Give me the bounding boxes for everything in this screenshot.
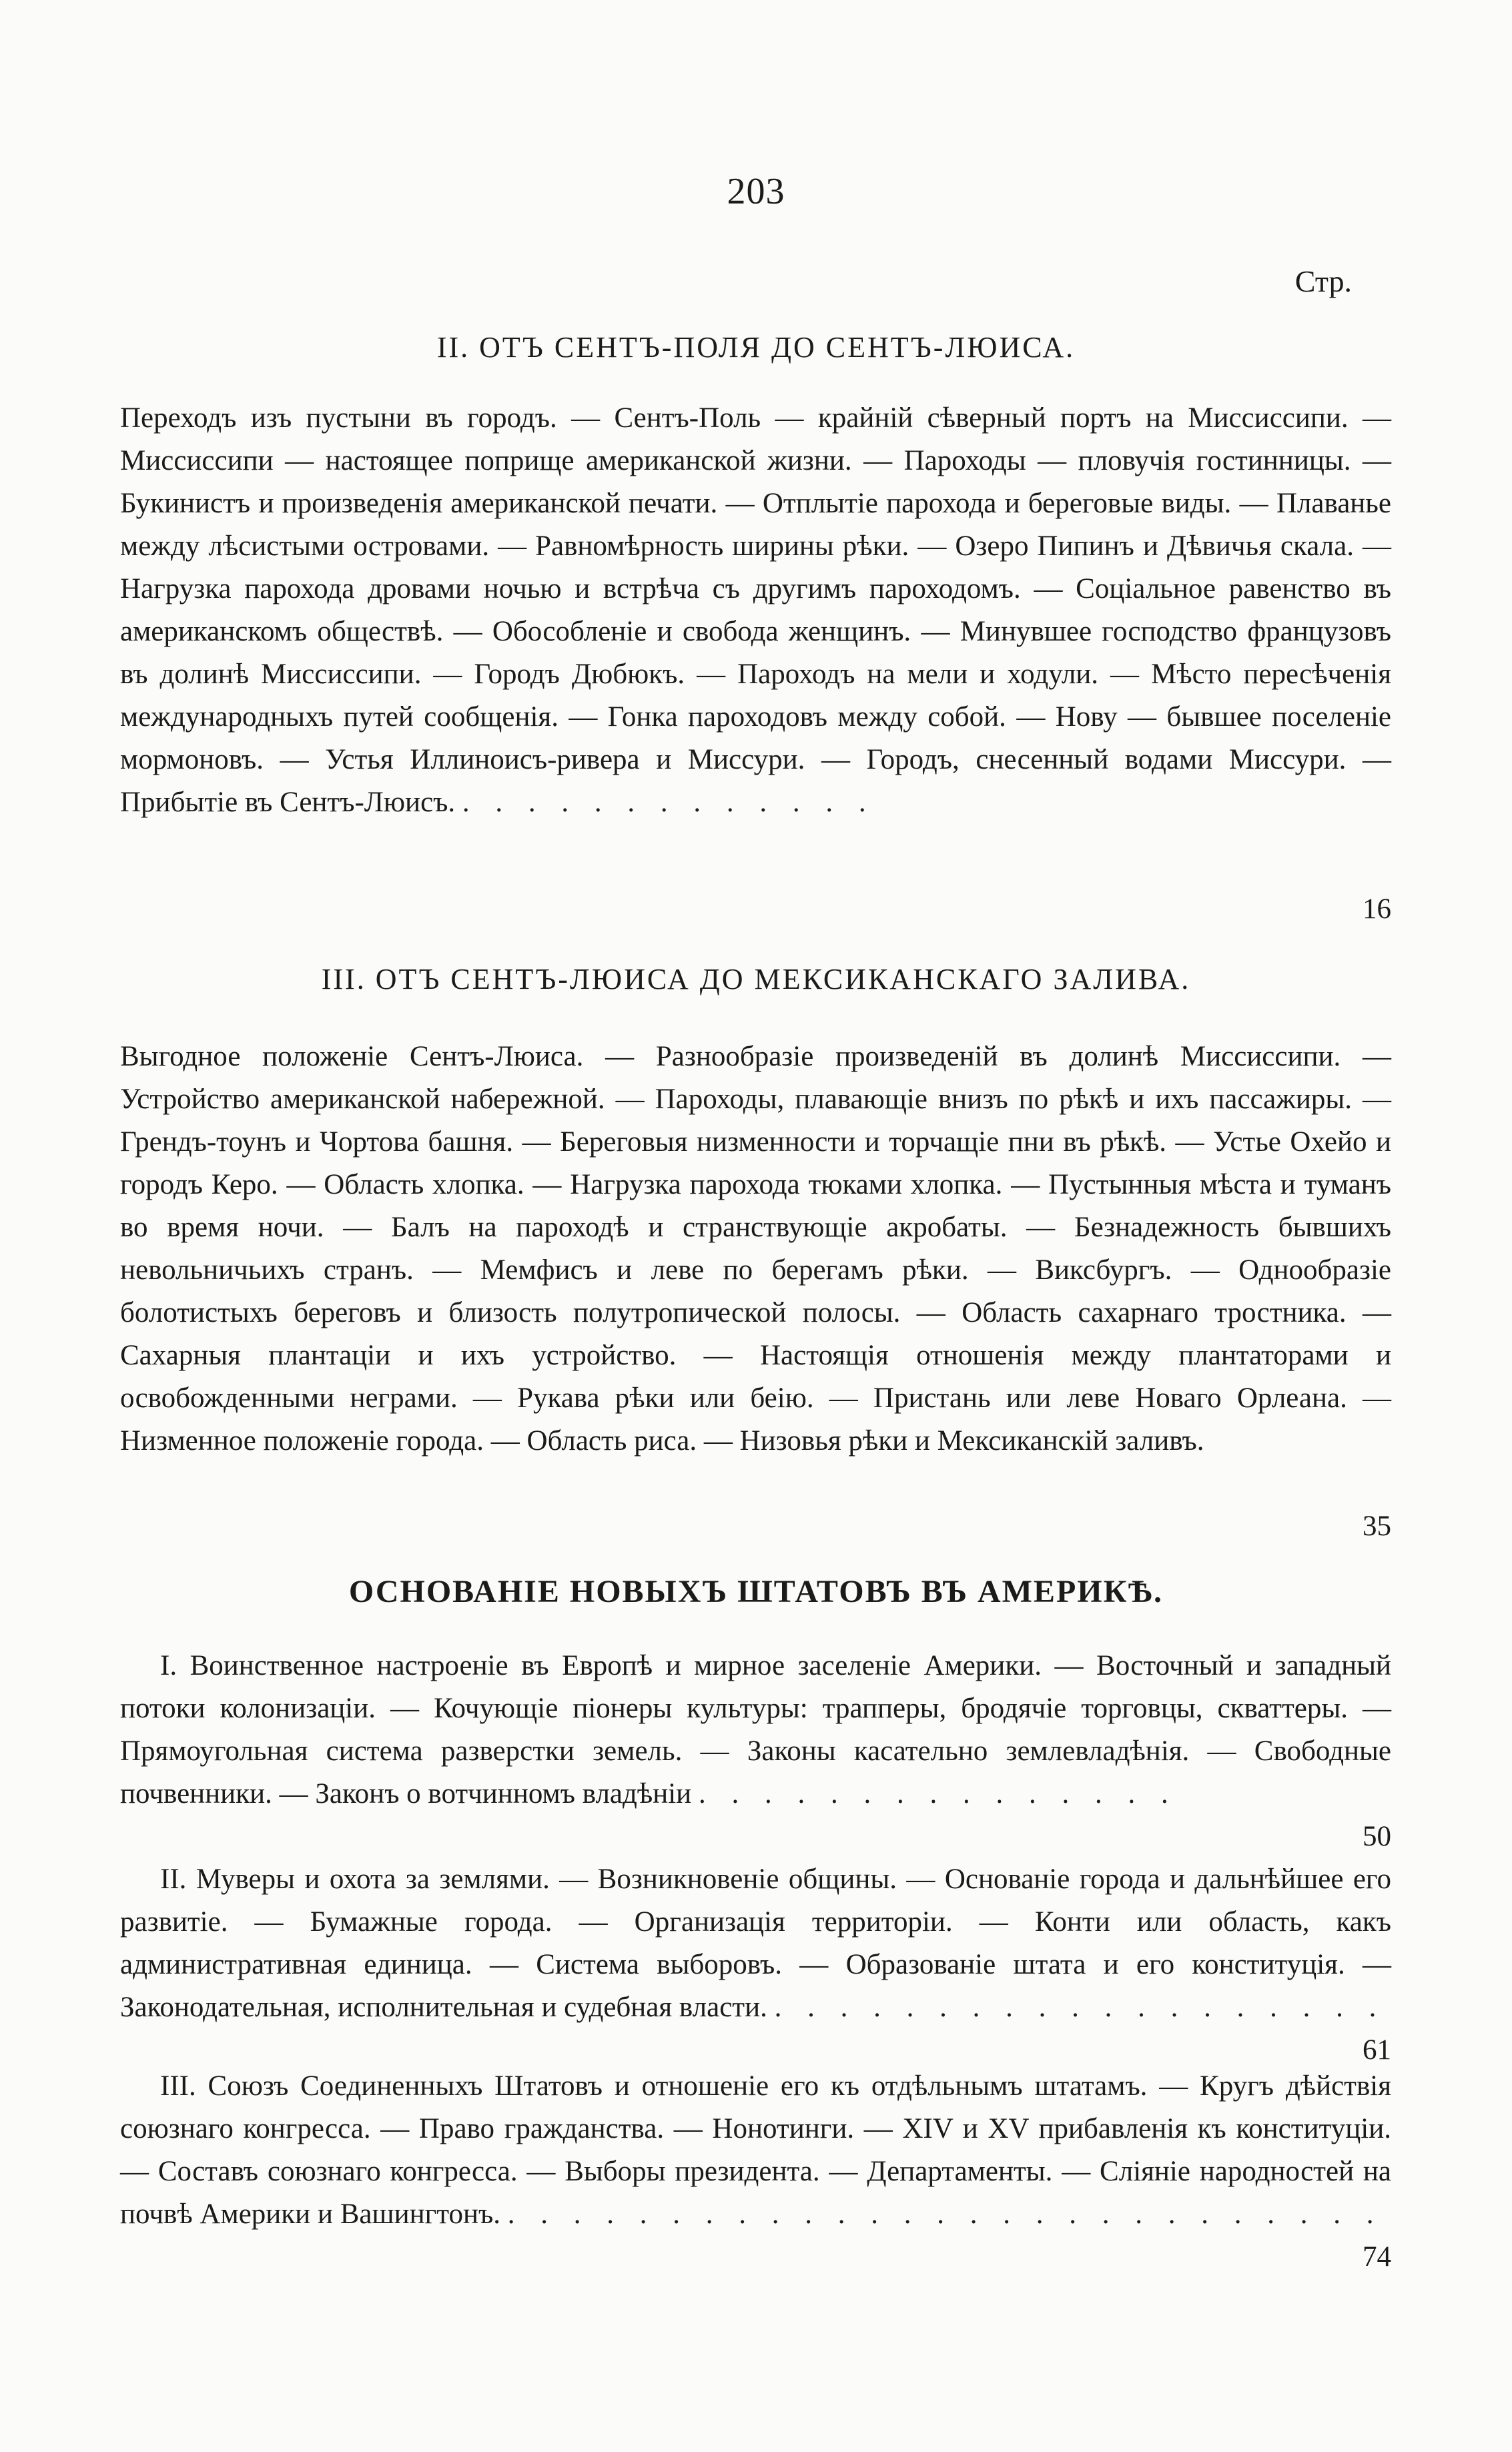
toc-entry (120, 397, 1391, 931)
toc-entry-page: 61 (1363, 2034, 1391, 2066)
toc-entry-page: 74 (1363, 2241, 1391, 2273)
toc-leader-dots: . . . . . . . . . . . . . . . . . . . (774, 1992, 1386, 2023)
page-number: 203 (727, 171, 785, 212)
toc-entry-page: 35 (1363, 1511, 1391, 1542)
toc-entry-text: Переходъ изъ пустыни въ городъ. — Сентъ-Поль — крайній сѣверный портъ на Миссиссипи. — Миссиссипи — настоящее поприще американской жизни. — Пароходы — пловучія гостинницы. — Букинистъ и произведенія американской печати. — Отплытіе парохода и береговые виды. — Плаванье между лѣсистыми островами. — Равномѣрность ширины рѣки. — Озеро Пипинъ и Дѣвичья скала. — Нагрузка парохода дровами ночью и встрѣча съ другимъ пароходомъ. — Соціальное равенство въ американскомъ обществѣ. — Обособленіе и свобода женщинъ. — Минувшее господство французовъ въ долинѣ Миссиссипи. — Городъ Дюбюкъ. — Пароходъ на мели и ходули. — Мѣсто пересѣченія международныхъ путей сообщенія. — Гонка пароходовъ между собой. — Нову — бывшее поселеніе мормоновъ. — Устья Иллиноисъ-ривера и Миссури. — Городъ, снесенный водами Миссури. — Прибытіе въ Сентъ-Люисъ. (120, 402, 1391, 818)
toc-leader-dots: . . . . . . . . . . . . . . . . . . . . . . . . . . . (507, 2198, 1383, 2230)
toc-entry-text: Выгодное положеніе Сентъ-Люиса. — Разнообразіе произведеній въ долинѣ Миссиссипи. — Устройство американской набережной. — Пароходы, плавающіе внизъ по рѣкѣ и ихъ пассажиры. — Грендъ-тоунъ и Чортова башня. — Береговыя низменности и торчащіе пни въ рѣкѣ. — Устье Охейо и городъ Керо. — Область хлопка. — Нагрузка парохода тюками хлопка. — Пустынныя мѣста и туманъ во время ночи. — Балъ на пароходѣ и странствующіе акробаты. — Безнадежность бывшихъ невольничьихъ странъ. — Мемфисъ и леве по берегамъ рѣки. — Виксбургъ. — Однообразіе болотистыхъ береговъ и близость полутропической полосы. — Область сахарнаго тростника. — Сахарныя плантаціи и ихъ устройство. — Настоящія отношенія между плантаторами и освобожденными неграми. — Рукава рѣки или беію. — Пристань или леве Новаго Орлеана. — Низменное положеніе города. — Область риса. — Низовья рѣки и Мексиканскій заливъ. (120, 1041, 1391, 1457)
toc-entry (120, 1645, 1391, 1858)
toc-entry-text: I. Воинственное настроеніе въ Европѣ и мирное заселеніе Америки. — Восточный и западный потоки колонизаціи. — Кочующіе піонеры культуры: трапперы, бродячіе торговцы, скваттеры. — Прямоугольная система разверстки земель. — Законы касательно землевладѣнія. — Свободные почвенники. — Законъ о вотчинномъ владѣніи (120, 1650, 1391, 1809)
toc-entry-text: II. Муверы и охота за землями. — Возникновеніе общины. — Основаніе города и дальнѣйшее его развитіе. — Бумажные города. — Организація территоріи. — Конти или область, какъ административная единица. — Система выборовъ. — Образованіе штата и его конституція. — Законодательная, исполнительная и судебная власти. (120, 1864, 1391, 2023)
toc-entry-page: 50 (1363, 1821, 1391, 1852)
page-column-label: Стр. (1294, 264, 1352, 298)
toc-leader-dots: . . . . . . . . . . . . . . . (698, 1778, 1178, 1809)
toc-entry (120, 1858, 1391, 2072)
toc-entry-page: 16 (1363, 893, 1391, 925)
section-heading: II. ОТЪ СЕНТЪ-ПОЛЯ ДО СЕНТЪ-ЛЮИСА. (436, 331, 1076, 364)
toc-leader-dots: . . . . . . . . . . . . . (462, 787, 875, 818)
toc-entry (120, 2065, 1391, 2279)
toc-entry-text: III. Союзъ Соединенныхъ Штатовъ и отношеніе его къ отдѣльнымъ штатамъ. — Кругъ дѣйствія союзнаго конгресса. — Право гражданства. — Нонотинги. — XIV и XV прибавленія къ конституціи. — Составъ союзнаго конгресса. — Выборы президента. — Департаменты. — Сліяніе народностей на почвѣ Америки и Вашингтонъ. (120, 2070, 1391, 2230)
toc-entry (120, 1036, 1391, 1548)
section-heading: III. ОТЪ СЕНТЪ-ЛЮИСА ДО МЕКСИКАНСКАГО ЗАЛИВА. (321, 963, 1191, 995)
part-heading: ОСНОВАНІЕ НОВЫХЪ ШТАТОВЪ ВЪ АМЕРИКѢ. (348, 1574, 1164, 1609)
